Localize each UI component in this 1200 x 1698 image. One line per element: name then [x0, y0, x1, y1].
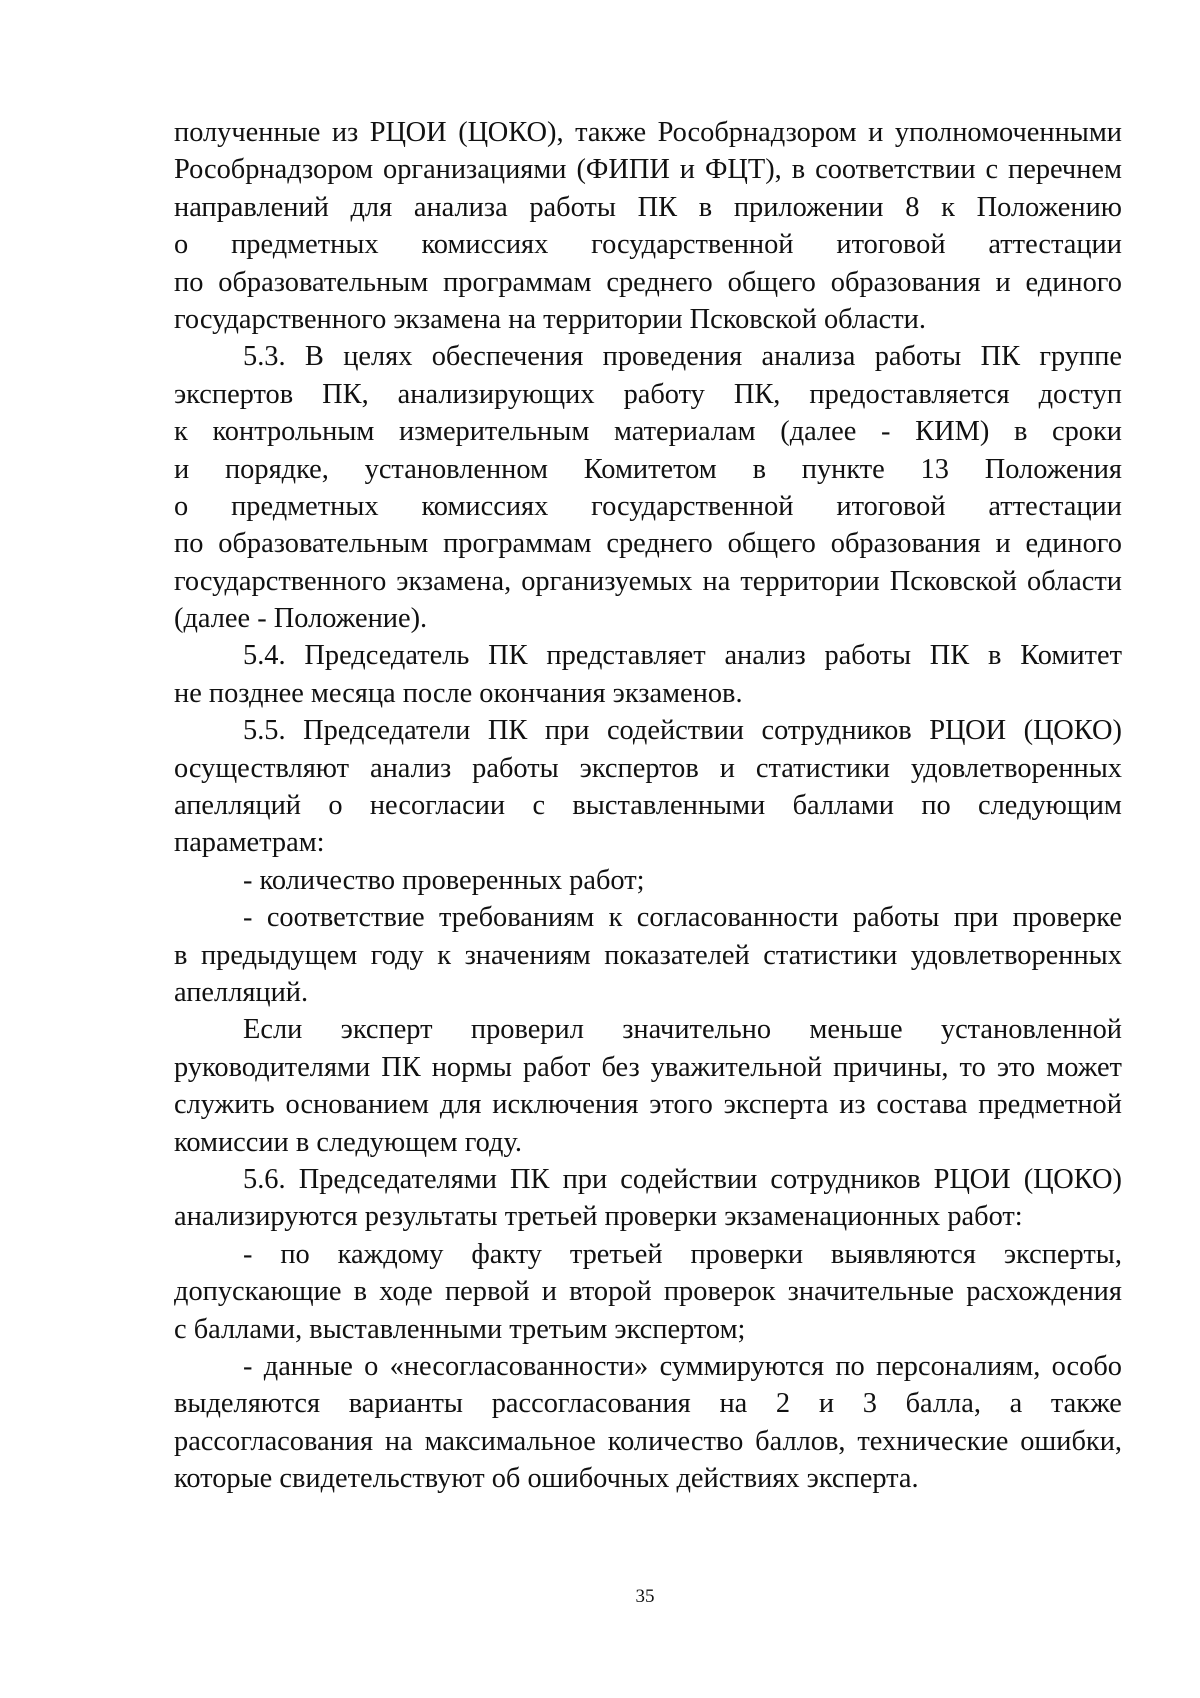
word: контрольным: [212, 416, 375, 448]
text-line: [174, 226, 1122, 263]
body-text: [174, 114, 1122, 1497]
word: государственного: [174, 565, 387, 597]
word: Рособрнадзором: [657, 117, 857, 148]
text-line: [174, 563, 1122, 600]
text-line: [174, 376, 1122, 413]
word: организуемых: [521, 565, 693, 597]
word: факту: [471, 1238, 542, 1270]
word: осуществляют: [174, 752, 350, 784]
word: и: [174, 453, 190, 485]
word: при: [544, 715, 590, 747]
word: установленном: [364, 453, 548, 485]
text-line: параметрам:: [174, 827, 325, 859]
word: Псковской: [889, 565, 1017, 597]
word: суммируются: [659, 1350, 825, 1382]
word: содействии: [606, 715, 744, 747]
word: -: [881, 416, 891, 448]
text-line: государственного экзамена на территории Псковской области.: [174, 303, 926, 335]
word: с: [532, 790, 546, 822]
word: значительно: [622, 1014, 772, 1046]
text-line: [174, 1049, 1122, 1086]
word: в: [1013, 416, 1028, 448]
word: анализ: [724, 640, 806, 672]
text-line: с баллами, выставленными третьим экспертом;: [174, 1313, 746, 1345]
word: 5.3.: [243, 341, 286, 373]
word: балла,: [905, 1388, 981, 1420]
word: по: [921, 790, 951, 822]
word: несогласии: [369, 790, 506, 822]
word: работы: [529, 191, 616, 223]
word: приложении: [733, 191, 884, 223]
word: пункте: [801, 453, 885, 485]
word: среднего: [606, 528, 713, 560]
word: на: [702, 565, 731, 597]
word: комиссиях: [421, 229, 549, 261]
word: а: [1009, 1388, 1023, 1420]
text-line: [174, 151, 1122, 188]
word: к: [174, 416, 188, 448]
text-line: [174, 899, 1122, 936]
word: по: [174, 528, 204, 560]
word: образовательным: [218, 528, 429, 560]
word: в: [174, 939, 188, 971]
word: и: [719, 752, 735, 784]
word: направлений: [174, 191, 329, 223]
text-line: не позднее месяца после окончания экзаменов.: [174, 677, 743, 709]
word: в: [988, 640, 1002, 672]
word: группе: [1039, 341, 1122, 373]
word: в: [698, 191, 713, 223]
word: Комитетом: [583, 453, 717, 485]
word: экспертов: [174, 378, 294, 410]
word: первой: [444, 1276, 530, 1308]
word: о: [174, 229, 189, 261]
word: обеспечения: [431, 341, 584, 373]
word: образовательным: [218, 266, 429, 298]
text-line: [174, 637, 1122, 674]
word: рассогласования: [491, 1388, 691, 1420]
word: то: [959, 1051, 986, 1083]
word: статистики: [763, 939, 898, 971]
word: материалам: [613, 416, 756, 448]
word: Рособрнадзором: [174, 154, 374, 186]
word: причины,: [833, 1051, 949, 1083]
word: Если: [243, 1014, 303, 1046]
word: персоналиям,: [876, 1350, 1041, 1382]
word: также: [575, 117, 647, 148]
word: единого: [1025, 528, 1122, 560]
word: к: [941, 191, 955, 223]
word: эксперта: [723, 1089, 829, 1121]
word: ПК,: [733, 378, 781, 410]
word: экзамена,: [396, 565, 512, 597]
word: при: [953, 902, 999, 934]
word: по: [835, 1350, 865, 1382]
word: работы: [824, 640, 912, 672]
word: основанием: [285, 1089, 430, 1121]
text-line: [174, 750, 1122, 787]
word: из: [331, 117, 359, 148]
word: 5.6.: [243, 1163, 286, 1195]
text-line: [174, 1011, 1122, 1048]
word: для: [439, 1089, 482, 1121]
word: количество: [607, 1425, 744, 1457]
text-line: [174, 1161, 1122, 1198]
text-line: [174, 1348, 1122, 1385]
word: работы: [874, 341, 962, 373]
word: анализ: [369, 752, 452, 784]
word: служить: [174, 1089, 275, 1121]
word: образования: [830, 528, 981, 560]
word: соответствие: [266, 902, 425, 934]
word: предоставляется: [809, 378, 1010, 410]
word: (далее: [780, 416, 857, 448]
text-line: апелляций.: [174, 976, 309, 1008]
word: без: [601, 1051, 640, 1083]
text-line: [174, 114, 1122, 151]
text-line: [174, 712, 1122, 749]
word: особо: [1051, 1350, 1122, 1382]
word: выявляются: [830, 1238, 976, 1270]
word: и: [868, 117, 884, 148]
word: ПК: [980, 341, 1021, 373]
word: расхождения: [966, 1276, 1122, 1308]
word: (ФИПИ: [576, 154, 670, 186]
word: о: [174, 490, 189, 522]
text-line: которые свидетельствуют об ошибочных действиях эксперта.: [174, 1463, 919, 1495]
text-line: [174, 1273, 1122, 1310]
word: КИМ): [915, 416, 990, 448]
word: выделяются: [174, 1388, 321, 1420]
word: баллами: [792, 790, 894, 822]
word: и: [541, 1276, 557, 1308]
text-line: [174, 451, 1122, 488]
word: и: [679, 154, 695, 186]
text-line: [174, 1423, 1122, 1460]
word: о: [328, 790, 343, 822]
word: -: [243, 1238, 253, 1270]
word: ПК: [637, 191, 678, 223]
word: проверок: [663, 1276, 776, 1308]
word: (ЦОКО): [1023, 715, 1122, 747]
word: может: [1046, 1051, 1122, 1083]
text-line: [174, 787, 1122, 824]
word: данные: [263, 1350, 353, 1382]
word: порядке,: [224, 453, 329, 485]
word: значительные: [787, 1276, 954, 1308]
word: 5.5.: [243, 715, 286, 747]
text-line: [174, 189, 1122, 226]
word: РЦОИ: [933, 1163, 1011, 1195]
word: организациями: [383, 154, 567, 186]
word: удовлетворенных: [910, 752, 1122, 784]
word: ПК: [488, 640, 528, 672]
word: области: [1027, 565, 1122, 597]
word: из: [839, 1089, 866, 1121]
text-line: комиссии в следующем году.: [174, 1126, 522, 1158]
text-line: [174, 1086, 1122, 1123]
word: аттестации: [988, 229, 1122, 261]
word: второй: [569, 1276, 652, 1308]
word: ПК,: [322, 378, 369, 410]
word: Председатель: [304, 640, 470, 672]
word: состава: [876, 1089, 968, 1121]
word: Председатели: [303, 715, 471, 747]
word: программам: [443, 266, 592, 298]
word: -: [243, 1350, 253, 1382]
word: ПК: [510, 1163, 550, 1195]
word: доступ: [1038, 378, 1122, 410]
word: -: [243, 902, 253, 934]
word: сотрудников: [770, 1163, 921, 1195]
word: в: [752, 453, 766, 485]
word: ФЦТ),: [704, 154, 782, 186]
word: 13: [920, 453, 949, 485]
word: перечнем: [1008, 154, 1122, 186]
text-line: [174, 413, 1122, 450]
word: работ: [522, 1051, 591, 1083]
word: среднего: [606, 266, 713, 298]
word: ходе: [379, 1276, 433, 1308]
word: при: [562, 1163, 608, 1195]
word: 8: [905, 191, 920, 223]
word: баллов,: [755, 1425, 846, 1457]
word: и: [995, 528, 1011, 560]
word: (ЦОКО): [1023, 1163, 1122, 1195]
page-number: 35: [635, 1586, 655, 1607]
word: к: [437, 939, 452, 971]
word: согласованности: [636, 902, 839, 934]
word: государственной: [591, 490, 794, 522]
word: итоговой: [836, 229, 946, 261]
word: анализа: [413, 191, 508, 223]
word: руководителями: [174, 1051, 371, 1083]
word: меньше: [809, 1014, 903, 1046]
word: статистики: [755, 752, 890, 784]
word: показателей: [604, 939, 750, 971]
word: предыдущем: [200, 939, 358, 971]
text-line: [174, 937, 1122, 974]
word: выставленными: [572, 790, 766, 822]
word: с: [985, 154, 999, 186]
word: по: [174, 266, 204, 298]
word: для: [350, 191, 393, 223]
word: работу: [623, 378, 705, 410]
word: Комитет: [1020, 640, 1122, 672]
word: Положения: [984, 453, 1122, 485]
word: комиссиях: [421, 490, 549, 522]
word: в: [791, 154, 806, 186]
word: проверил: [470, 1014, 584, 1046]
word: сроки: [1052, 416, 1122, 448]
word: анализирующих: [397, 378, 595, 410]
word: ошибки,: [1020, 1425, 1122, 1457]
word: государственной: [591, 229, 794, 261]
word: технические: [857, 1425, 1009, 1457]
word: (ЦОКО),: [458, 117, 564, 148]
word: варианты: [348, 1388, 464, 1420]
word: «несогласованности»: [389, 1350, 649, 1382]
word: по: [280, 1238, 310, 1270]
word: целях: [343, 341, 413, 373]
word: представляет: [546, 640, 706, 672]
word: на: [384, 1425, 413, 1457]
word: Положению: [976, 191, 1122, 223]
word: удовлетворенных: [910, 939, 1122, 971]
word: о: [364, 1350, 379, 1382]
text-line: (далее - Положение).: [174, 603, 428, 635]
word: уважительной: [650, 1051, 823, 1083]
word: каждому: [337, 1238, 444, 1270]
word: единого: [1025, 266, 1122, 298]
word: В: [304, 341, 324, 373]
word: общего: [727, 266, 816, 298]
word: также: [1050, 1388, 1122, 1420]
word: исключения: [492, 1089, 639, 1121]
word: рассогласования: [174, 1425, 374, 1457]
word: РЦОИ: [369, 117, 447, 148]
word: аттестации: [988, 490, 1122, 522]
word: предметной: [978, 1089, 1122, 1121]
word: полученные: [174, 117, 321, 148]
word: предметных: [231, 490, 379, 522]
word: и: [818, 1388, 835, 1420]
word: 3: [862, 1388, 877, 1420]
word: территории: [740, 565, 880, 597]
word: предметных: [231, 229, 379, 261]
word: 2: [775, 1388, 791, 1420]
word: эксперт: [340, 1014, 433, 1046]
word: общего: [727, 528, 816, 560]
word: экспертов: [579, 752, 699, 784]
text-line: анализируются результаты третьей проверки экзаменационных работ:: [174, 1201, 1023, 1233]
text-line: [174, 1385, 1122, 1422]
word: допускающие: [174, 1276, 342, 1308]
word: итоговой: [836, 490, 946, 522]
word: третьей: [569, 1238, 663, 1270]
word: проверки: [690, 1238, 804, 1270]
word: это: [996, 1051, 1036, 1083]
word: 5.4.: [243, 640, 286, 672]
word: образования: [830, 266, 981, 298]
word: в: [353, 1276, 368, 1308]
word: ПК: [929, 640, 970, 672]
word: измерительным: [398, 416, 590, 448]
word: анализа: [761, 341, 856, 373]
word: к: [608, 902, 623, 934]
text-line: [174, 264, 1122, 301]
word: ПК: [487, 715, 528, 747]
word: работы: [852, 902, 940, 934]
word: работы: [472, 752, 559, 784]
word: и: [995, 266, 1011, 298]
word: уполномоченными: [894, 117, 1122, 148]
word: максимальное: [424, 1425, 596, 1457]
word: проведения: [602, 341, 743, 373]
word: Председателями: [298, 1163, 497, 1195]
word: РЦОИ: [929, 715, 1007, 747]
word: проверке: [1012, 902, 1122, 934]
text-line: - количество проверенных работ;: [243, 864, 645, 896]
word: требованиям: [439, 902, 595, 934]
word: содействии: [620, 1163, 758, 1195]
word: этого: [649, 1089, 713, 1121]
word: следующим: [978, 790, 1122, 822]
text-line: [174, 525, 1122, 562]
word: эксперты,: [1003, 1238, 1122, 1270]
word: нормы: [431, 1051, 512, 1083]
word: апелляций: [174, 790, 301, 822]
text-line: [174, 1236, 1122, 1273]
word: году: [370, 939, 424, 971]
word: сотрудников: [761, 715, 912, 747]
text-line: [174, 338, 1122, 375]
word: программам: [443, 528, 592, 560]
word: соответствии: [815, 154, 976, 186]
word: значениям: [464, 939, 591, 971]
word: ПК: [381, 1051, 421, 1083]
word: установленной: [940, 1014, 1122, 1046]
word: на: [719, 1388, 748, 1420]
text-line: [174, 488, 1122, 525]
